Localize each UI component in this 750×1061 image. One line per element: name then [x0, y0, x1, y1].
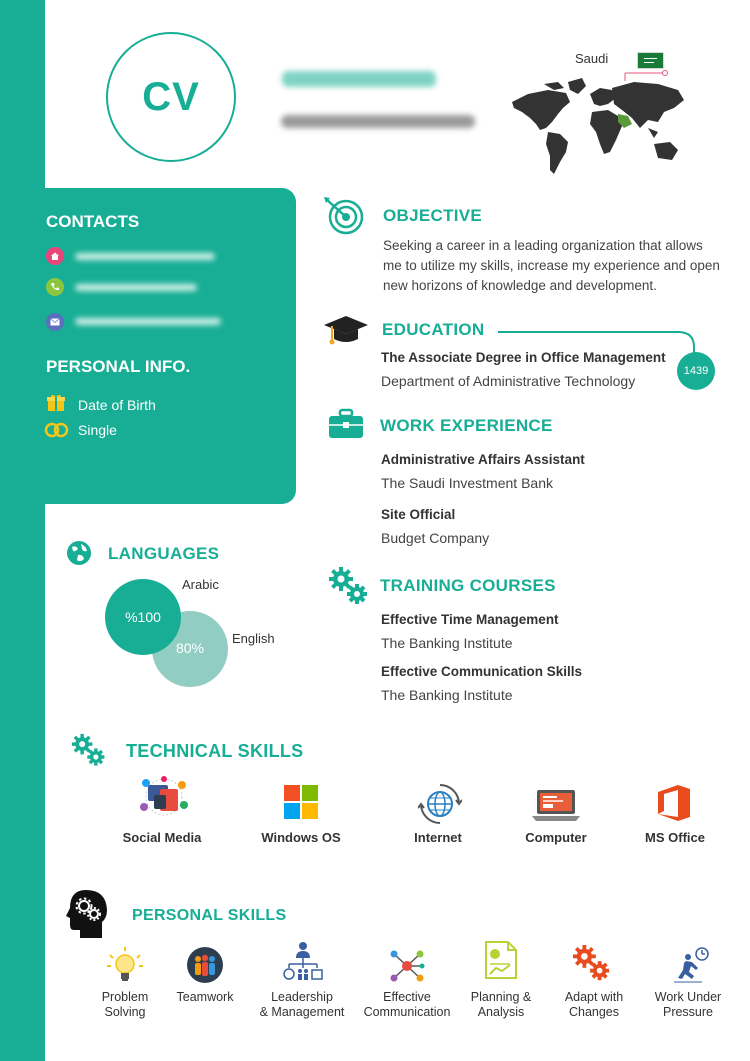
personal-skill-line: Communication — [363, 1005, 451, 1019]
personal-skill-label — [80, 990, 170, 1020]
work-role: Administrative Affairs Assistant — [381, 452, 585, 467]
personal-skill-label — [451, 990, 551, 1020]
lightbulb-icon — [106, 946, 144, 984]
name-redacted — [282, 71, 436, 87]
laptop-icon — [532, 788, 580, 822]
personal-skill-line: Work Under — [654, 990, 722, 1004]
report-icon — [482, 940, 520, 980]
world-map-graphic — [508, 48, 688, 180]
training-title: TRAINING COURSES — [380, 576, 556, 595]
personal-skill-label — [544, 990, 644, 1020]
briefcase-icon — [328, 408, 364, 445]
home-icon — [46, 247, 64, 265]
personal-skills-title: PERSONAL SKILLS — [132, 907, 287, 924]
work-company: Budget Company — [381, 530, 490, 546]
objective-line: new horizons of knowledge and development. — [383, 278, 657, 293]
personal-skill-line: & Management — [259, 1005, 345, 1019]
rings-icon — [44, 422, 70, 443]
target-icon — [322, 196, 366, 243]
personal-skill-line: Planning & — [470, 990, 532, 1004]
personal-skill-label — [160, 990, 250, 1005]
education-title: EDUCATION — [382, 320, 485, 339]
personal-skill-line: Solving — [104, 1005, 146, 1019]
sidebar-panel — [0, 188, 296, 504]
marital-status-label: Single — [78, 422, 117, 438]
training-course: Effective Time Management — [381, 612, 559, 627]
cv-label: CV — [142, 74, 200, 119]
personal-skill-line: Adapt with — [564, 990, 624, 1004]
english-level: 80% — [175, 640, 205, 656]
cv-badge — [106, 32, 236, 162]
left-accent-strip — [0, 0, 45, 1061]
education-year: 1439 — [683, 365, 709, 377]
personal-skill-line: Changes — [568, 1005, 620, 1019]
personal-skill-label — [357, 990, 457, 1020]
personal-info-title: PERSONAL INFO. — [46, 357, 191, 376]
training-institute: The Banking Institute — [381, 687, 513, 703]
ms-office-icon — [656, 784, 692, 822]
social-media-icon — [138, 775, 190, 819]
mail-icon — [46, 313, 64, 331]
gears-icon — [71, 733, 107, 774]
phone-icon — [46, 278, 64, 296]
skill-label: MS Office — [645, 830, 705, 845]
languages-title: LANGUAGES — [108, 544, 220, 563]
gears-icon — [572, 944, 612, 984]
skill-label: Computer — [525, 830, 587, 845]
work-company: The Saudi Investment Bank — [381, 475, 553, 491]
personal-skill-label — [638, 990, 738, 1020]
running-clock-icon — [672, 946, 712, 986]
work-role: Site Official — [381, 507, 456, 522]
personal-skill-line: Problem — [101, 990, 149, 1004]
email-redacted — [75, 318, 221, 325]
objective-text — [383, 236, 723, 296]
gift-icon — [46, 394, 66, 417]
team-icon — [186, 946, 224, 984]
world-map — [508, 48, 688, 180]
country-label: Saudi — [575, 51, 609, 66]
personal-skill-label — [252, 990, 352, 1020]
training-institute: The Banking Institute — [381, 635, 513, 651]
personal-skill-line: Pressure — [662, 1005, 714, 1019]
skill-label: Windows OS — [261, 830, 341, 845]
personal-skill-line: Leadership — [271, 990, 333, 1004]
personal-skill-line: Teamwork — [176, 990, 234, 1004]
graduation-cap-icon — [322, 313, 370, 352]
education-year-badge — [677, 352, 715, 390]
arabic-bubble — [105, 579, 181, 655]
education-department: Department of Administrative Technology — [381, 373, 636, 389]
arabic-level: %100 — [125, 609, 161, 625]
network-icon — [389, 948, 425, 984]
skill-label: Internet — [414, 830, 462, 845]
org-chart-icon — [281, 940, 325, 984]
birth-label: Date of Birth — [78, 397, 156, 413]
skill-label: Social Media — [122, 830, 202, 845]
objective-line: Seeking a career in a leading organization that allows — [383, 238, 703, 253]
personal-skill-line: Effective — [383, 990, 431, 1004]
gears-icon — [328, 566, 370, 613]
globe-icon — [66, 540, 92, 571]
work-title: WORK EXPERIENCE — [380, 416, 553, 435]
address-redacted — [75, 253, 215, 260]
globe-icon — [418, 782, 462, 826]
contacts-title: CONTACTS — [46, 212, 140, 231]
phone-redacted — [75, 284, 197, 291]
objective-title: OBJECTIVE — [383, 206, 483, 225]
technical-skills-title: TECHNICAL SKILLS — [126, 741, 304, 761]
windows-icon — [283, 784, 319, 820]
arabic-label: Arabic — [182, 577, 219, 592]
title-redacted — [281, 115, 475, 128]
personal-skill-line: Analysis — [477, 1005, 525, 1019]
education-degree: The Associate Degree in Office Management — [381, 350, 666, 365]
training-course: Effective Communication Skills — [381, 664, 583, 679]
head-gears-icon — [64, 888, 110, 945]
objective-line: me to utilize my skills, increase my experience and open — [383, 258, 720, 273]
english-label: English — [232, 631, 275, 646]
